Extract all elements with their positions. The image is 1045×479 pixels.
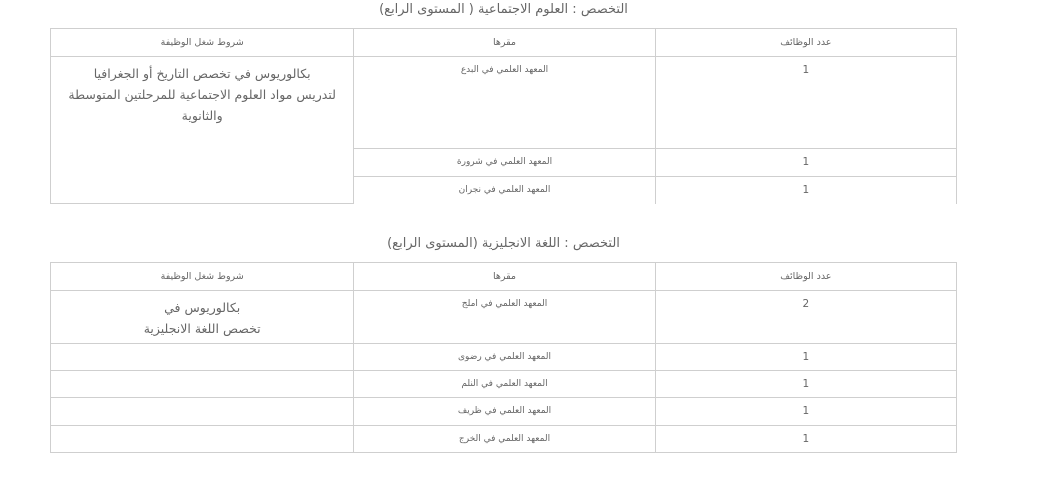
empty-cell (51, 344, 354, 371)
jobs-table (50, 28, 957, 204)
header-count: عدد الوظائف (655, 29, 956, 57)
table-row (51, 57, 957, 149)
empty-cell (51, 426, 354, 453)
table-row (51, 398, 957, 426)
table-row (51, 371, 957, 398)
job-location: المعهد العلمي في البدع (354, 57, 655, 149)
table-row (51, 291, 957, 344)
section-title: التخصص : العلوم الاجتماعية ( المستوى الرابع) (379, 2, 628, 17)
condition-line: بكالوريوس في (164, 300, 241, 315)
header-count: عدد الوظائف (655, 263, 956, 291)
condition-line: بكالوريوس في تخصص التاريخ أو الجغرافيا (93, 66, 311, 81)
table-header-row (51, 263, 957, 291)
job-count: 1 (655, 371, 956, 398)
header-location: مقرها (354, 263, 655, 291)
header-conditions: شروط شغل الوظيفة (51, 263, 354, 291)
job-location: المعهد العلمي في شرورة (354, 149, 655, 177)
section-title: التخصص : اللغة الانجليزية (المستوى الرابع) (387, 236, 620, 251)
jobs-table (50, 262, 957, 453)
condition-line: لتدريس مواد العلوم الاجتماعية للمرحلتين المتوسطة (68, 87, 336, 102)
job-location: المعهد العلمي في ظريف (354, 398, 655, 426)
job-location: المعهد العلمي في نجران (354, 177, 655, 204)
job-conditions (51, 291, 354, 344)
header-conditions: شروط شغل الوظيفة (51, 29, 354, 57)
table-row (51, 344, 957, 371)
job-count: 1 (655, 149, 956, 177)
condition-line: والثانوية (181, 108, 223, 123)
job-location: المعهد العلمي في النلم (354, 371, 655, 398)
job-count: 2 (655, 291, 956, 344)
empty-cell (51, 371, 354, 398)
job-count: 1 (655, 344, 956, 371)
job-count: 1 (655, 398, 956, 426)
table-row (51, 426, 957, 453)
job-count: 1 (655, 57, 956, 149)
table-header-row (51, 29, 957, 57)
job-count: 1 (655, 177, 956, 204)
job-location: المعهد العلمي في املج (354, 291, 655, 344)
job-location: المعهد العلمي في رضوى (354, 344, 655, 371)
job-location: المعهد العلمي في الخرج (354, 426, 655, 453)
job-count: 1 (655, 426, 956, 453)
header-location: مقرها (354, 29, 655, 57)
empty-cell (51, 398, 354, 426)
job-conditions (51, 57, 354, 204)
condition-line: تخصص اللغة الانجليزية (143, 321, 261, 336)
